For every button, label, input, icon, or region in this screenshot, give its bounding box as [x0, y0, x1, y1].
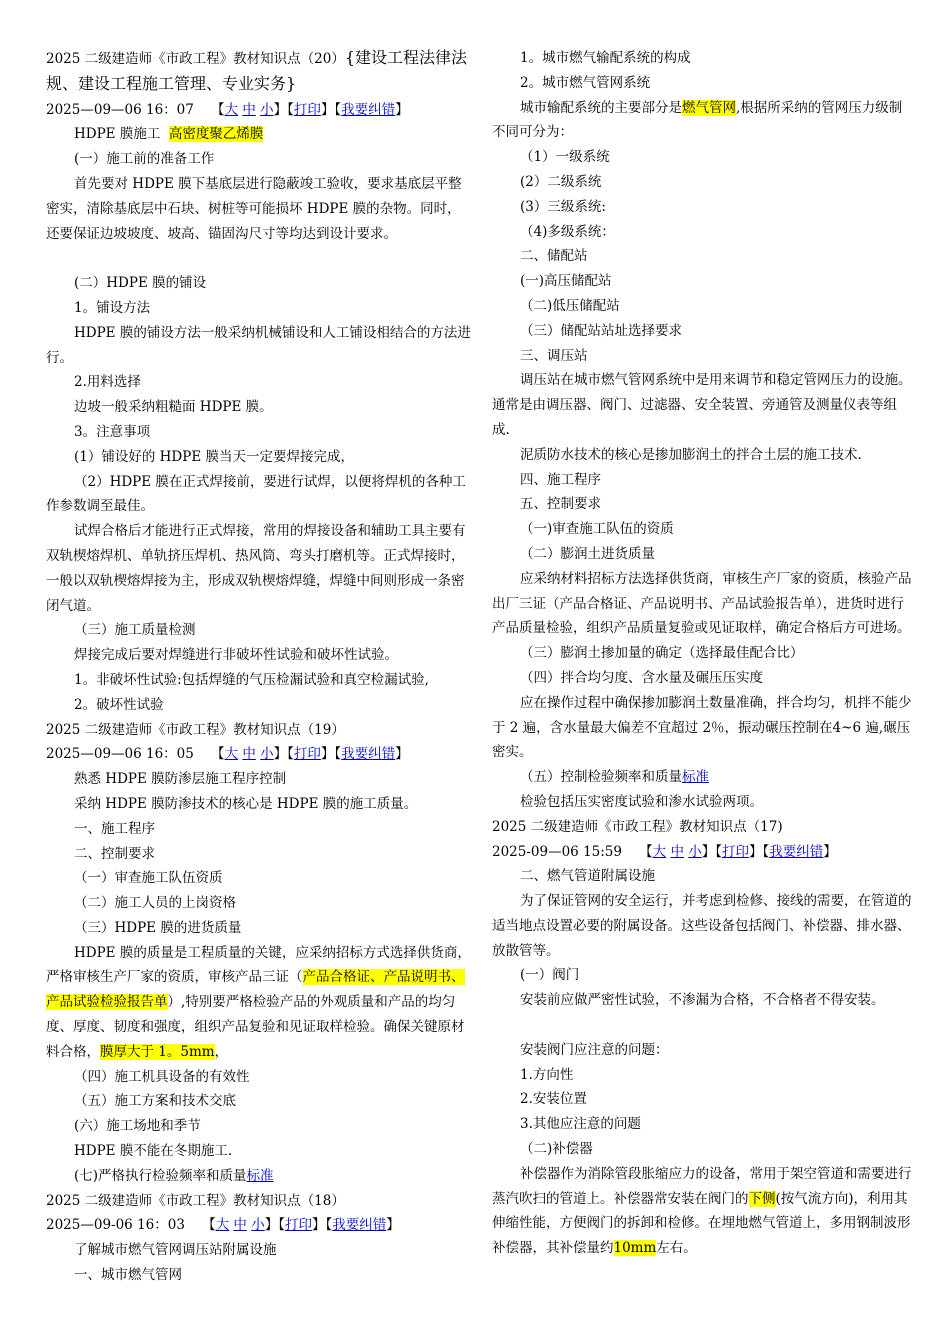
subheading: （三）施工质量检测 — [74, 622, 196, 639]
report-error-link[interactable]: 我要纠错 — [341, 101, 396, 118]
list-item: 2。城市燃气管网系统 — [520, 74, 651, 91]
print-link[interactable]: 打印 — [284, 1217, 312, 1234]
subheading: 一、施工程序 — [74, 820, 155, 837]
subheading: 2.用料选择 — [74, 374, 141, 391]
article-19-meta: 2025—09—06 16：05 【大 中 小】【打印】【我要纠错】 — [46, 746, 409, 763]
list-item: (3）三级系统: — [520, 198, 606, 215]
subheading: （二）施工人员的上岗资格 — [74, 895, 236, 912]
paragraph: HDPE 膜的铺设方法一般采纳机械铺设和人工铺设相结合的方法进行。 — [46, 324, 471, 366]
font-large-link[interactable]: 大 — [224, 101, 239, 118]
subheading: (二）HDPE 膜的铺设 — [74, 275, 207, 292]
print-link[interactable]: 打印 — [722, 843, 749, 860]
article-20-meta: 2025—09—06 16：07 【大 中 小】【打印】【我要纠错】 — [46, 101, 409, 118]
list-item: 2。破坏性试验 — [74, 696, 164, 713]
highlight: 膜厚大于 1。5mm — [100, 1043, 215, 1060]
subheading: 四、施工程序 — [520, 471, 601, 488]
standard-link[interactable]: 标准 — [682, 769, 709, 786]
list-item: 3.其他应注意的问题 — [520, 1116, 641, 1133]
paragraph: 泥质防水技术的核心是掺加膨润土的拌合土层的施工技术. — [520, 446, 862, 463]
paragraph: 首先要对 HDPE 膜下基底层进行隐蔽竣工验收，要求基底层平整密实，清除基底层中石块、树桩等可能损坏 HDPE 膜的杂物。同时，还要保证边坡坡度、坡高、锚固沟尺寸等均达到设计要求。 — [46, 175, 462, 242]
paragraph: 采纳 HDPE 膜防渗技术的核心是 HDPE 膜的施工质量。 — [74, 795, 418, 812]
list-item: （2）HDPE 膜在正式焊接前，要进行试焊，以便将焊机的各种工作参数调至最佳。 — [46, 473, 466, 515]
list-item: 1。非破坏性试验:包括焊缝的气压检漏试验和真空检漏试验, — [74, 671, 429, 688]
subheading: （五）施工方案和技术交底 — [74, 1093, 236, 1110]
section-heading: HDPE 膜施工 高密度聚乙烯膜 — [74, 126, 264, 143]
list-item: 1。城市燃气输配系统的构成 — [520, 50, 691, 66]
paragraph: 城市输配系统的主要部分是燃气管网,根据所采纳的管网压力级制不同可分为： — [492, 99, 903, 141]
report-error-link[interactable]: 我要纠错 — [332, 1217, 387, 1234]
font-large-link[interactable]: 大 — [652, 843, 667, 860]
paragraph: 应在操作过程中确保掺加膨润土数量准确，拌合均匀，机拌不能少于 2 遍，含水量最大偏差不宜超过 2％，振动碾压控制在4~6 遍,碾压密实。 — [492, 694, 912, 761]
left-column — [46, 46, 471, 1288]
paragraph: 为了保证管网的安全运行，并考虑到检修、接线的需要，在管道的适当地点设置必要的附属设备。这些设备包括阀门、补偿器、排水器、放散管等。 — [492, 893, 912, 959]
subheading: 二、储配站 — [520, 248, 588, 265]
font-large-link[interactable]: 大 — [224, 746, 239, 763]
highlight: 下侧 — [748, 1190, 776, 1207]
font-small-link[interactable]: 小 — [260, 746, 274, 763]
subheading: (一)高压储配站 — [520, 273, 612, 290]
subheading: 三、调压站 — [520, 347, 588, 364]
subheading: (七)严格执行检验频率和质量标准 — [74, 1167, 274, 1184]
font-medium-link[interactable]: 中 — [233, 1217, 247, 1234]
paragraph: 熟悉 HDPE 膜防渗层施工程序控制 — [74, 771, 287, 788]
paragraph: 边坡一般采纳粗糙面 HDPE 膜。 — [74, 399, 273, 416]
subheading: 3。注意事项 — [74, 423, 151, 440]
standard-link[interactable]: 标准 — [246, 1167, 274, 1184]
article-18-title: 2025 二级建造师《市政工程》教材知识点（18） — [46, 1192, 345, 1209]
font-medium-link[interactable]: 中 — [242, 101, 256, 118]
blank-line — [492, 1013, 912, 1038]
paragraph: 安装阀门应注意的问题： — [520, 1041, 669, 1058]
article-17-title: 2025 二级建造师《市政工程》教材知识点（17) — [492, 818, 783, 835]
highlight: 10mm — [613, 1240, 657, 1257]
subheading: （二)补偿器 — [520, 1141, 593, 1158]
subheading: （二)低压储配站 — [520, 297, 620, 314]
subheading: （一)审查施工队伍的资质 — [520, 521, 674, 538]
paragraph: 焊接完成后要对焊缝进行非破坏性试验和破坏性试验。 — [74, 647, 398, 664]
highlight: 高密度聚乙烯膜 — [168, 126, 264, 143]
list-item: （4)多级系统： — [520, 223, 615, 240]
print-link[interactable]: 打印 — [293, 746, 321, 763]
paragraph: 应采纳材料招标方法选择供货商，审核生产厂家的资质，核验产品出厂三证（产品合格证、产品说明书、产品试验报告单），进货时进行产品质量检验，组织产品质量复验或见证取样，确定合格后方可进场。 — [492, 570, 912, 637]
paragraph: HDPE 膜不能在冬期施工. — [74, 1143, 233, 1160]
subheading: (一）阀门 — [520, 967, 580, 984]
right-column — [492, 46, 912, 1261]
list-item: （1）一级系统 — [520, 149, 610, 166]
list-item: (1）铺设好的 HDPE 膜当天一定要焊接完成， — [74, 448, 354, 465]
subheading: （三）膨润土掺加量的确定（选择最佳配合比） — [520, 645, 804, 662]
subheading: 二、燃气管道附属设施 — [520, 868, 655, 885]
paragraph: 调压站在城市燃气管网系统中是用来调节和稳定管网压力的设施。通常是由调压器、阀门、过滤器、安全装置、旁通管及测量仪表等组成. — [492, 372, 912, 438]
font-small-link[interactable]: 小 — [688, 843, 702, 860]
list-item: 1.方向性 — [520, 1066, 574, 1083]
list-item: 2.安装位置 — [520, 1091, 587, 1108]
blank-line — [46, 246, 471, 271]
highlight: 产品合格证、产品说明书、产品试验检验报告单 — [46, 969, 465, 1011]
subheading: （二）膨润土进货质量 — [520, 545, 655, 562]
paragraph: 了解城市燃气管网调压站附属设施 — [74, 1242, 277, 1259]
article-19-title: 2025 二级建造师《市政工程》教材知识点（19） — [46, 721, 345, 738]
font-small-link[interactable]: 小 — [251, 1217, 265, 1234]
subheading: (一）施工前的准备工作 — [74, 151, 215, 168]
subheading: (六）施工场地和季节 — [74, 1118, 201, 1135]
subheading: （三）储配站站址选择要求 — [520, 322, 682, 339]
article-18-meta: 2025—09-06 16：03 【大 中 小】【打印】【我要纠错】 — [46, 1217, 400, 1234]
print-link[interactable]: 打印 — [293, 101, 321, 118]
subheading: （四）拌合均匀度、含水量及碾压压实度 — [520, 669, 763, 686]
subheading: 二、控制要求 — [74, 845, 155, 862]
paragraph: 补偿器作为消除管段胀缩应力的设备，常用于架空管道和需要进行蒸汽吹扫的管道上。补偿器常安装在阀门的下侧(按气流方向)，利用其伸缩性能，方便阀门的拆卸和检修。在埋地燃气管道上，多用钢制波形补偿器，其补偿量约10mm左右。 — [492, 1165, 912, 1257]
font-medium-link[interactable]: 中 — [670, 843, 684, 860]
subheading: （五）控制检验频率和质量标准 — [520, 769, 709, 786]
list-item: (2）二级系统 — [520, 173, 602, 190]
subheading: （三）HDPE 膜的进货质量 — [74, 919, 242, 936]
highlight: 燃气管网 — [682, 99, 736, 116]
subheading: （一）审查施工队伍资质 — [74, 870, 223, 887]
paragraph: 安装前应做严密性试验，不渗漏为合格，不合格者不得安装。 — [520, 992, 885, 1009]
paragraph: 检验包括压实密度试验和渗水试验两项。 — [520, 793, 763, 810]
font-large-link[interactable]: 大 — [215, 1217, 230, 1234]
font-small-link[interactable]: 小 — [260, 101, 274, 118]
subheading: 1。铺设方法 — [74, 299, 151, 316]
font-medium-link[interactable]: 中 — [242, 746, 256, 763]
paragraph: HDPE 膜的质量是工程质量的关键，应采纳招标方式选择供货商，严格审核生产厂家的资质，审核产品三证（产品合格证、产品说明书、产品试验检验报告单）,特别要严格检验产品的外观质量和产品的均匀度、厚度、韧度和强度，组织产品复验和见证取样检验。确保关键原材料合格，膜厚大于 1。5mm， — [46, 944, 471, 1060]
subheading: 五、控制要求 — [520, 496, 601, 513]
article-17-meta: 2025-09—06 15:59 【大 中 小】【打印】【我要纠错】 — [492, 843, 837, 860]
article-20-title: 2025 二级建造师《市政工程》教材知识点（20）{建设工程法律法规、建设工程施工管理、专业实务} — [46, 48, 468, 93]
paragraph: 试焊合格后才能进行正式焊接，常用的焊接设备和辅助工具主要有双轨楔熔焊机、单轨挤压焊机、热风筒、弯头打磨机等。正式焊接时，一般以双轨楔熔焊接为主，形成双轨楔熔焊缝，焊缝中间则形成一条密闭气道。 — [46, 523, 466, 614]
report-error-link[interactable]: 我要纠错 — [769, 843, 824, 860]
subheading: 一、城市燃气管网 — [74, 1267, 182, 1284]
subheading: （四）施工机具设备的有效性 — [74, 1068, 250, 1085]
report-error-link[interactable]: 我要纠错 — [341, 746, 396, 763]
